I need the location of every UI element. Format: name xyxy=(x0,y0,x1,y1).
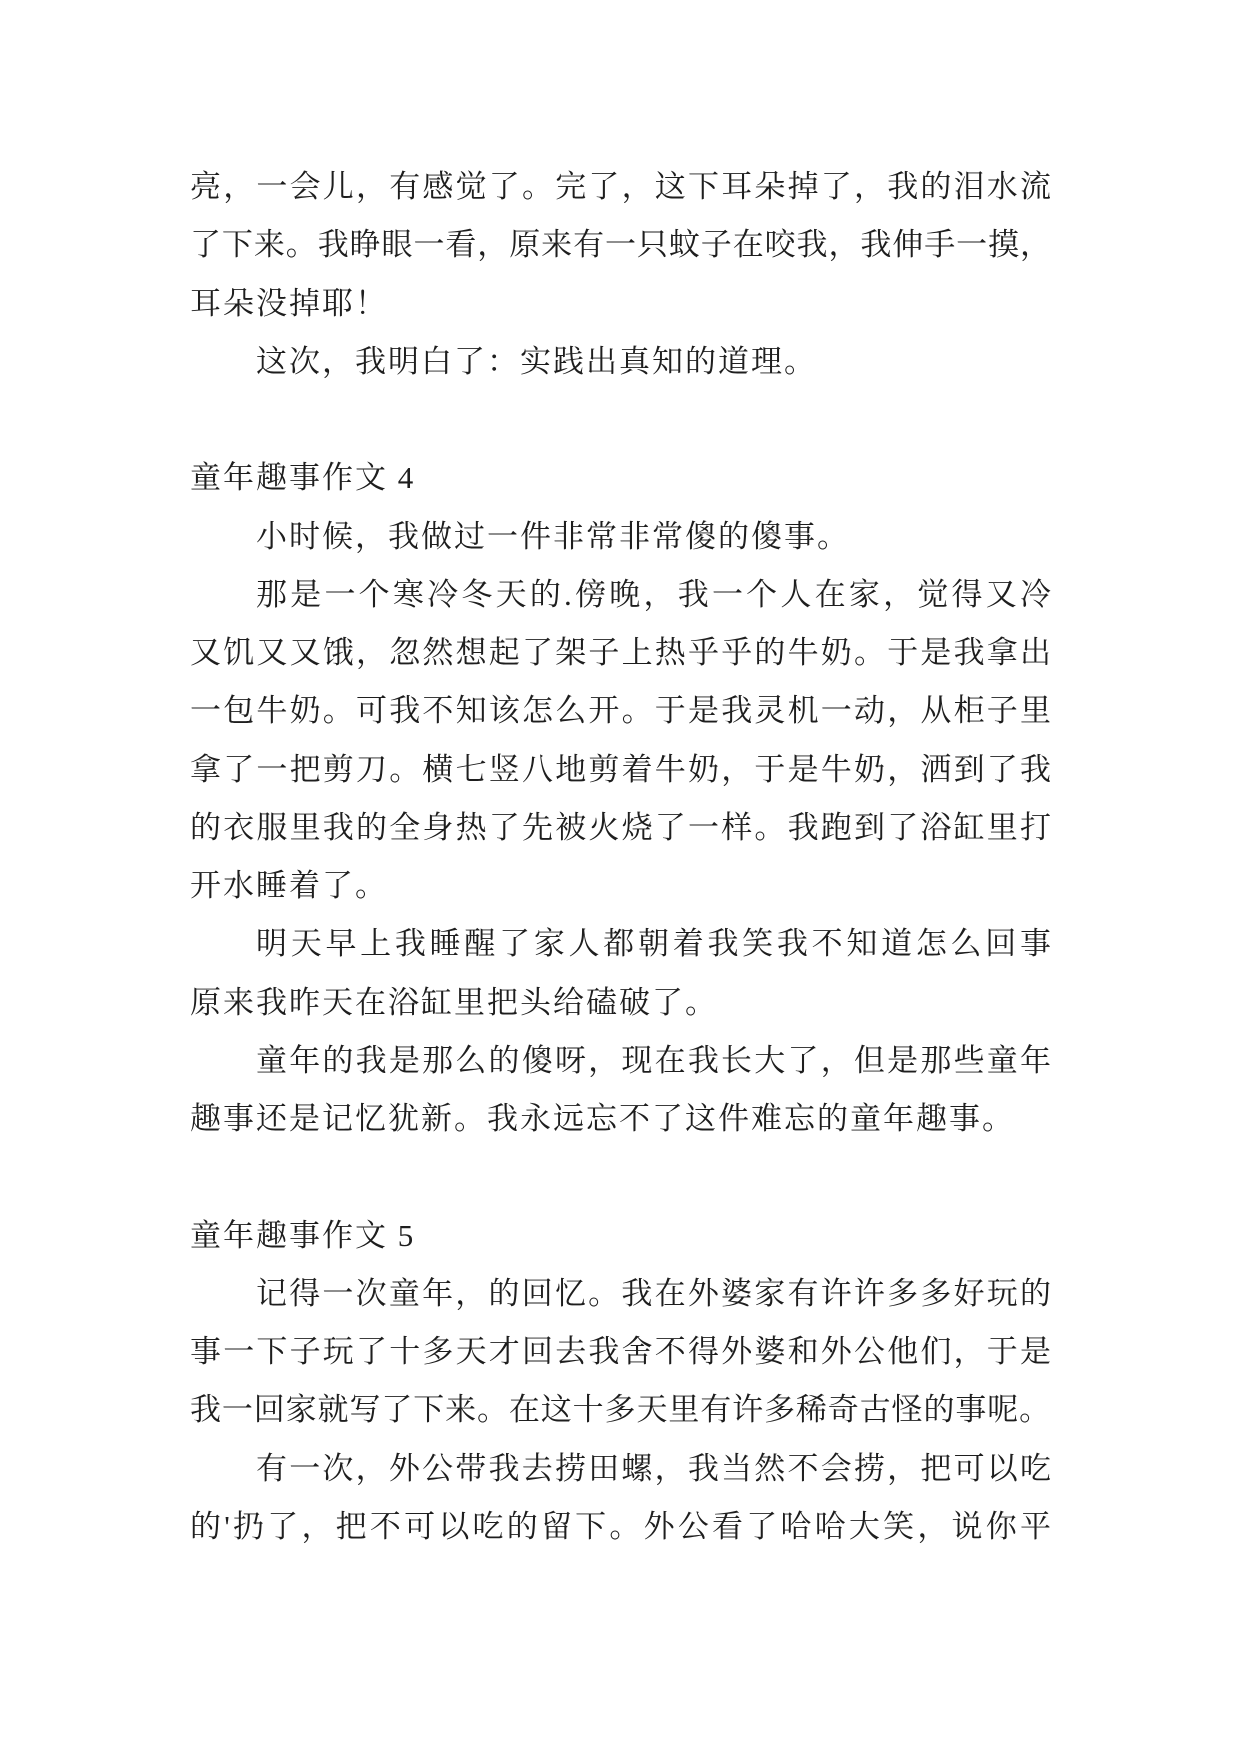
text-line: 事一下子玩了十多天才回去我舍不得外婆和外公他们，于是 xyxy=(190,1334,1054,1369)
text-line: 原来我昨天在浴缸里把头给磕破了。 xyxy=(190,984,718,1020)
text-line: 我一回家就写了下来。在这十多天里有许多稀奇古怪的事呢。 xyxy=(190,1392,1051,1428)
text-line: 一包牛奶。可我不知该怎么开。于是我灵机一动，从柜子里 xyxy=(190,693,1054,729)
essay-section xyxy=(190,158,1054,391)
text-line: 童年的我是那么的傻呀，现在我长大了，但是那些童年 xyxy=(256,1042,1054,1078)
essay-section xyxy=(190,1207,1055,1557)
text-line: 那是一个寒冷冬天的.傍晚，我一个人在家，觉得又冷 xyxy=(256,576,1055,612)
text-line: 又饥又又饿，忽然想起了架子上热乎乎的牛奶。于是我拿出 xyxy=(190,635,1054,670)
essay-heading: 童年趣事作文 4 xyxy=(190,460,416,496)
text-line: 这次，我明白了：实践出真知的道理。 xyxy=(256,343,817,379)
paragraph xyxy=(190,508,1051,566)
paragraph xyxy=(190,333,1051,391)
text-line: 记得一次童年，的回忆。我在外婆家有许许多多好玩的 xyxy=(256,1275,1054,1311)
text-line: 拿了一把剪刀。横七竖八地剪着牛奶，于是牛奶，洒到了我 xyxy=(190,751,1054,787)
essay-heading: 童年趣事作文 5 xyxy=(190,1217,416,1253)
document-body xyxy=(190,158,1055,1556)
paragraph xyxy=(190,566,1055,916)
paragraph xyxy=(190,158,1054,333)
text-line: 的衣服里我的全身热了先被火烧了一样。我跑到了浴缸里打 xyxy=(190,809,1054,845)
text-line: 有一次，外公带我去捞田螺，我当然不会捞，把可以吃 xyxy=(256,1450,1054,1486)
text-line: 的'扔了，把不可以吃的留下。外公看了哈哈大笑，说你平 xyxy=(190,1508,1055,1544)
paragraph xyxy=(190,1032,1054,1149)
text-line: 了下来。我睁眼一看，原来有一只蚊子在咬我，我伸手一摸， xyxy=(190,227,1052,263)
text-line: 趣事还是记忆犹新。我永远忘不了这件难忘的童年趣事。 xyxy=(190,1101,1015,1136)
paragraph xyxy=(190,1265,1054,1440)
text-line: 耳朵没掉耶！ xyxy=(190,285,388,321)
text-line: 开水睡着了。 xyxy=(190,868,388,903)
text-line: 亮，一会儿，有感觉了。完了，这下耳朵掉了，我的泪水流 xyxy=(190,169,1054,204)
text-line: 小时候，我做过一件非常非常傻的傻事。 xyxy=(256,518,850,554)
paragraph xyxy=(190,1440,1055,1557)
text-line: 明天早上我睡醒了家人都朝着我笑我不知道怎么回事 xyxy=(256,926,1055,962)
paragraph xyxy=(190,915,1055,1032)
essay-section xyxy=(190,449,1055,1148)
